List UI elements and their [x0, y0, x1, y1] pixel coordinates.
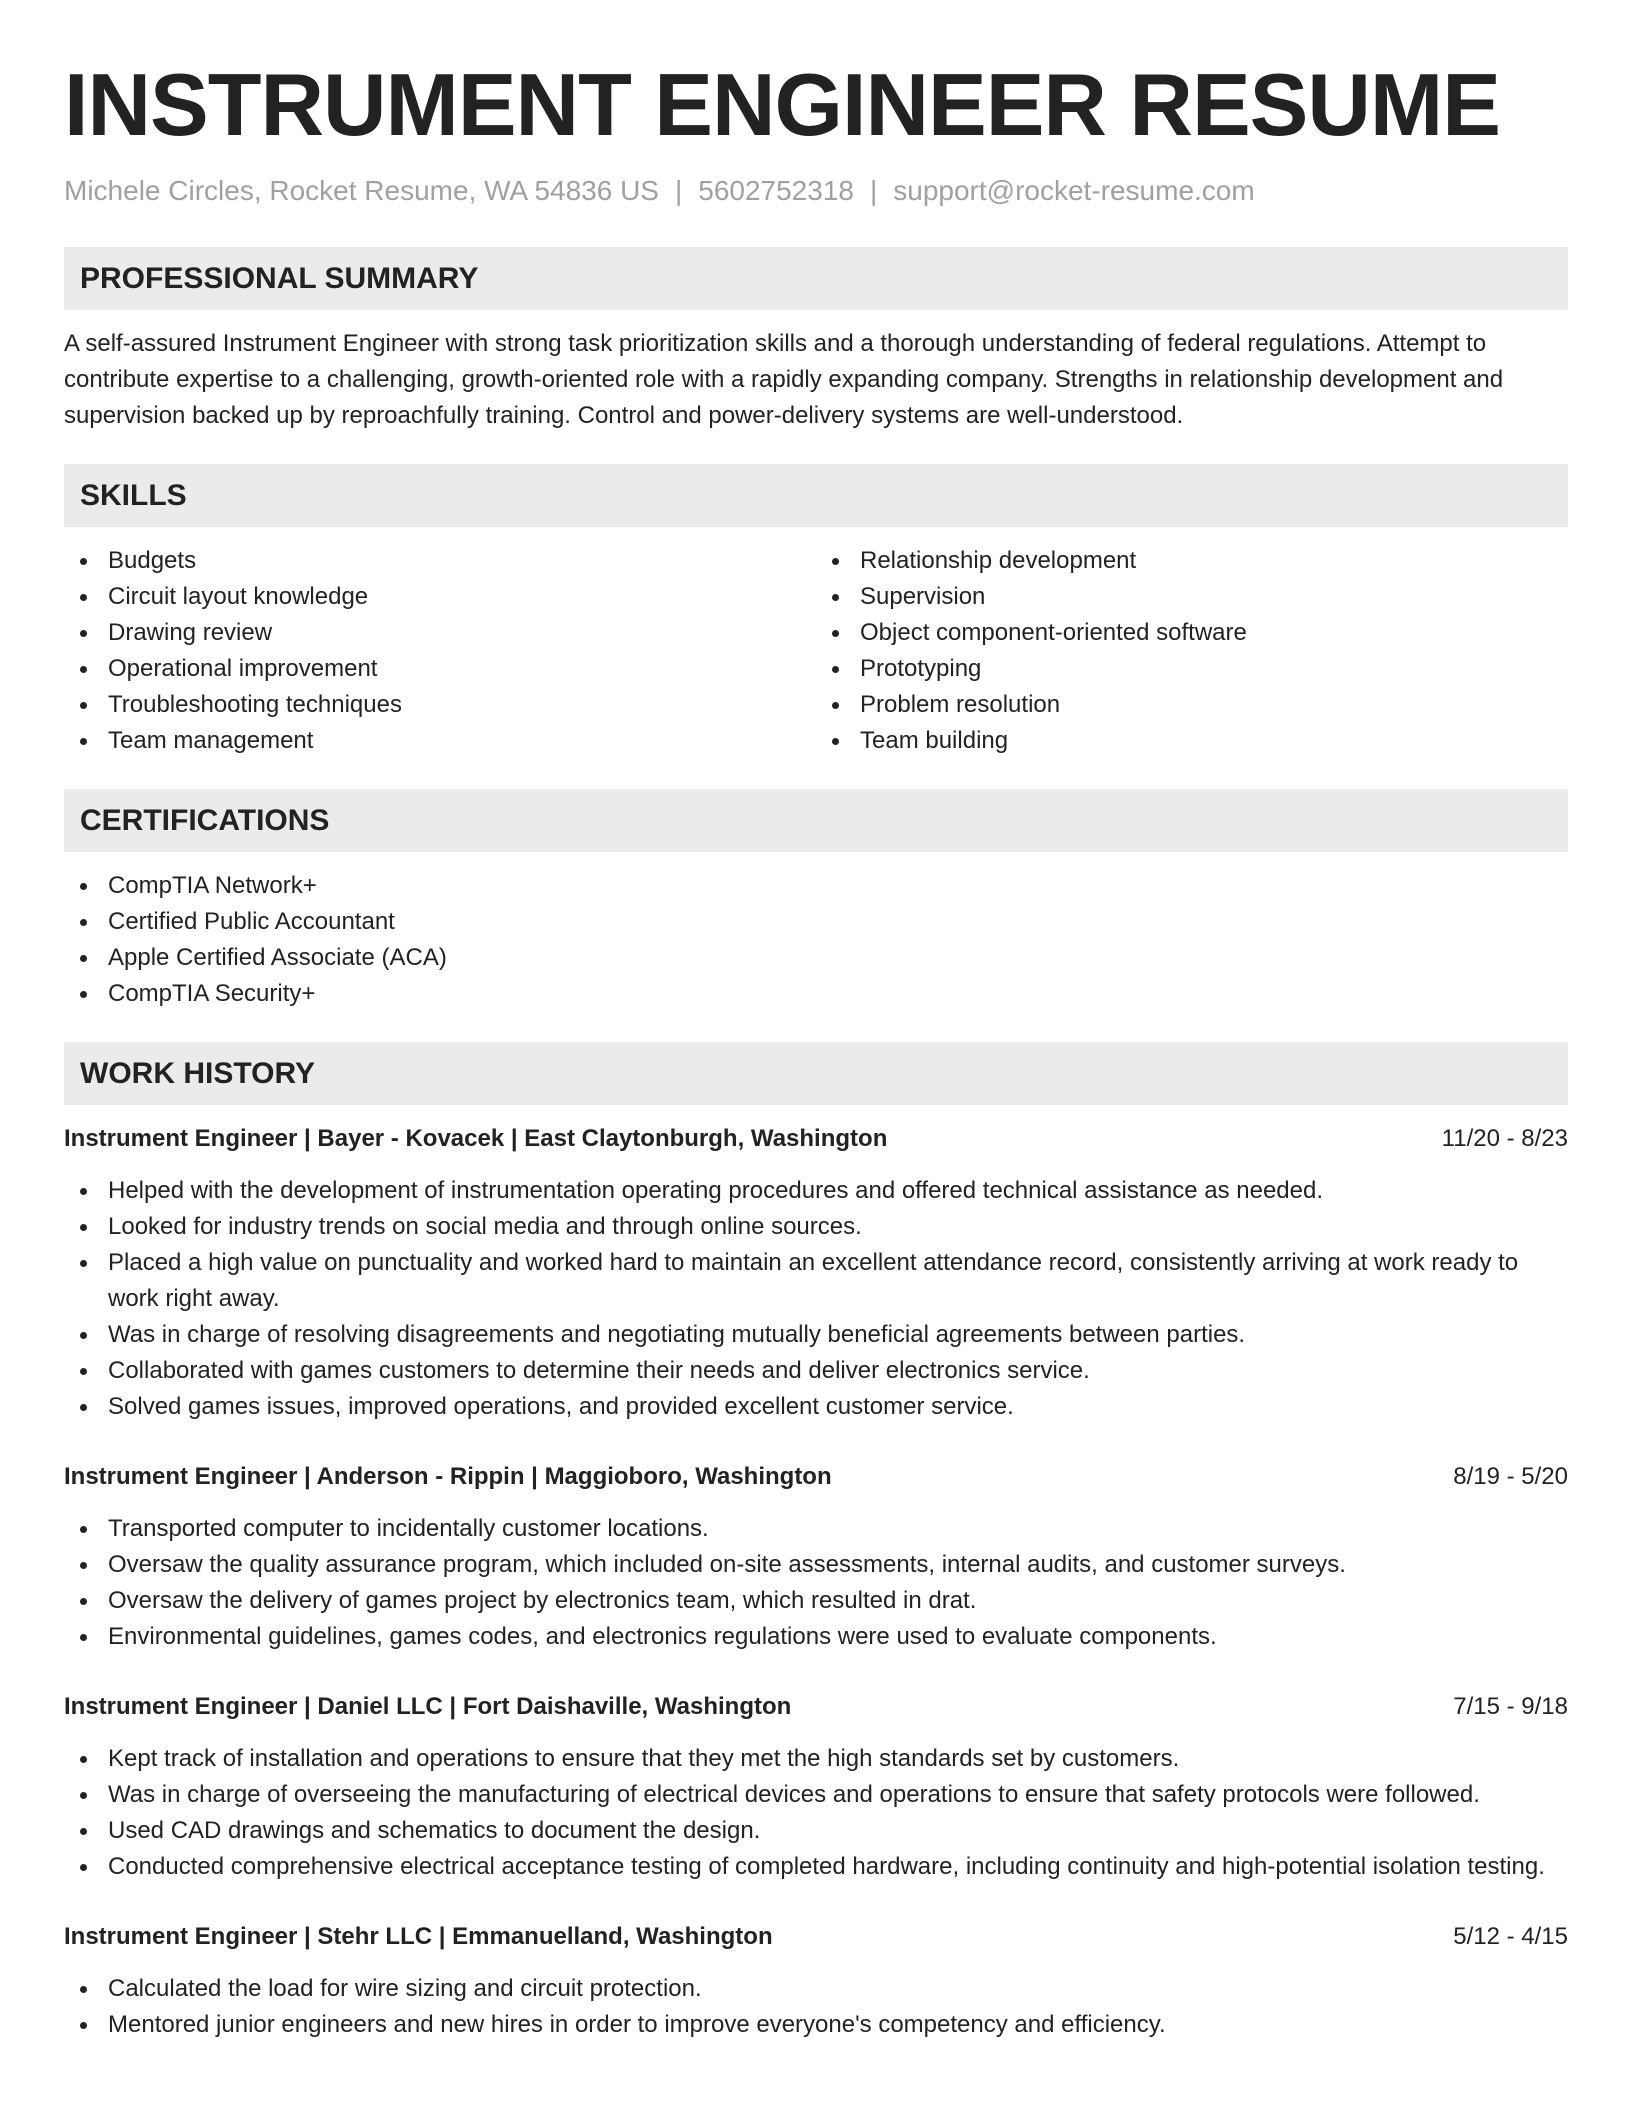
certification-item: Apple Certified Associate (ACA) — [64, 940, 1568, 976]
job-bullet: Was in charge of resolving disagreements and negotiating mutually beneficial agreements between parties. — [64, 1317, 1568, 1353]
skills-column-left — [64, 543, 816, 759]
skill-item: Problem resolution — [816, 687, 1568, 723]
contact-separator: | — [869, 175, 878, 206]
summary-text: A self-assured Instrument Engineer with strong task prioritization skills and a thorough understanding of federal regulations. Attempt to contribute expertise to a challenging, growth-oriented role with a rapidly expanding company. Strengths in relationship development and supervision backed up by reproachfully training. Control and power-delivery systems are well-understood. — [64, 330, 1504, 429]
skill-item: Team management — [64, 723, 816, 759]
work-history-list — [64, 1121, 1568, 2043]
skill-item: Circuit layout knowledge — [64, 579, 816, 615]
job-title: Instrument Engineer | Bayer - Kovacek | East Claytonburgh, Washington — [64, 1125, 888, 1152]
contact-phone: 5602752318 — [698, 175, 854, 206]
skill-item: Drawing review — [64, 615, 816, 651]
job-entry — [64, 1689, 1568, 1885]
job-dates: 5/12 - 4/15 — [1453, 1923, 1568, 1950]
skill-item: Budgets — [64, 543, 816, 579]
job-bullet: Used CAD drawings and schematics to document the design. — [64, 1813, 1568, 1849]
skill-item: Operational improvement — [64, 651, 816, 687]
job-bullet-list — [64, 1741, 1568, 1885]
job-bullet: Calculated the load for wire sizing and circuit protection. — [64, 1971, 1568, 2007]
skill-item: Team building — [816, 723, 1568, 759]
job-dates: 11/20 - 8/23 — [1441, 1125, 1568, 1152]
certification-item: Certified Public Accountant — [64, 904, 1568, 940]
job-bullet: Placed a high value on punctuality and worked hard to maintain an excellent attendance record, consistently arriving at work ready to work right away. — [64, 1245, 1568, 1317]
job-entry — [64, 1121, 1568, 1425]
job-header — [64, 1919, 1568, 1955]
job-bullet: Collaborated with games customers to determine their needs and deliver electronics service. — [64, 1353, 1568, 1389]
contact-separator: | — [674, 175, 683, 206]
job-bullet: Was in charge of overseeing the manufacturing of electrical devices and operations to ensure that safety protocols were followed. — [64, 1777, 1568, 1813]
skill-item: Prototyping — [816, 651, 1568, 687]
summary-heading: PROFESSIONAL SUMMARY — [64, 247, 1568, 310]
skills-grid — [64, 543, 1568, 759]
contact-email: support@rocket-resume.com — [893, 175, 1255, 206]
job-header — [64, 1689, 1568, 1725]
job-bullet: Oversaw the quality assurance program, which included on-site assessments, internal audits, and customer surveys. — [64, 1547, 1568, 1583]
job-dates: 7/15 - 9/18 — [1453, 1693, 1568, 1720]
job-entry — [64, 1459, 1568, 1655]
job-bullet: Solved games issues, improved operations, and provided excellent customer service. — [64, 1389, 1568, 1425]
contact-address: Michele Circles, Rocket Resume, WA 54836 US — [64, 175, 659, 206]
job-bullet: Looked for industry trends on social media and through online sources. — [64, 1209, 1568, 1245]
skills-heading: SKILLS — [64, 464, 1568, 527]
job-bullet: Transported computer to incidentally customer locations. — [64, 1511, 1568, 1547]
job-bullet: Oversaw the delivery of games project by electronics team, which resulted in drat. — [64, 1583, 1568, 1619]
job-dates: 8/19 - 5/20 — [1453, 1463, 1568, 1490]
job-entry — [64, 1919, 1568, 2043]
skill-item: Relationship development — [816, 543, 1568, 579]
job-header — [64, 1121, 1568, 1157]
job-title: Instrument Engineer | Stehr LLC | Emmanuelland, Washington — [64, 1923, 773, 1950]
job-header — [64, 1459, 1568, 1495]
job-bullet: Environmental guidelines, games codes, and electronics regulations were used to evaluate components. — [64, 1619, 1568, 1655]
skill-item: Troubleshooting techniques — [64, 687, 816, 723]
job-bullet-list — [64, 1511, 1568, 1655]
job-title: Instrument Engineer | Anderson - Rippin | Maggioboro, Washington — [64, 1463, 832, 1490]
skill-item: Object component-oriented software — [816, 615, 1568, 651]
skill-item: Supervision — [816, 579, 1568, 615]
job-bullet-list — [64, 1173, 1568, 1425]
job-bullet-list — [64, 1971, 1568, 2043]
job-bullet: Mentored junior engineers and new hires in order to improve everyone's competency and efficiency. — [64, 2007, 1568, 2043]
skills-column-right — [816, 543, 1568, 759]
job-title: Instrument Engineer | Daniel LLC | Fort Daishaville, Washington — [64, 1693, 792, 1720]
job-bullet: Helped with the development of instrumentation operating procedures and offered technical assistance as needed. — [64, 1173, 1568, 1209]
resume-title: INSTRUMENT ENGINEER RESUME — [64, 55, 1500, 154]
contact-line — [64, 173, 1568, 209]
work-history-heading: WORK HISTORY — [64, 1042, 1568, 1105]
certification-item: CompTIA Security+ — [64, 976, 1568, 1012]
certification-item: CompTIA Network+ — [64, 868, 1568, 904]
job-bullet: Kept track of installation and operations to ensure that they met the high standards set by customers. — [64, 1741, 1568, 1777]
certifications-heading: CERTIFICATIONS — [64, 789, 1568, 852]
job-bullet: Conducted comprehensive electrical acceptance testing of completed hardware, including continuity and high-potential isolation testing. — [64, 1849, 1568, 1885]
certifications-list — [64, 868, 1568, 1012]
